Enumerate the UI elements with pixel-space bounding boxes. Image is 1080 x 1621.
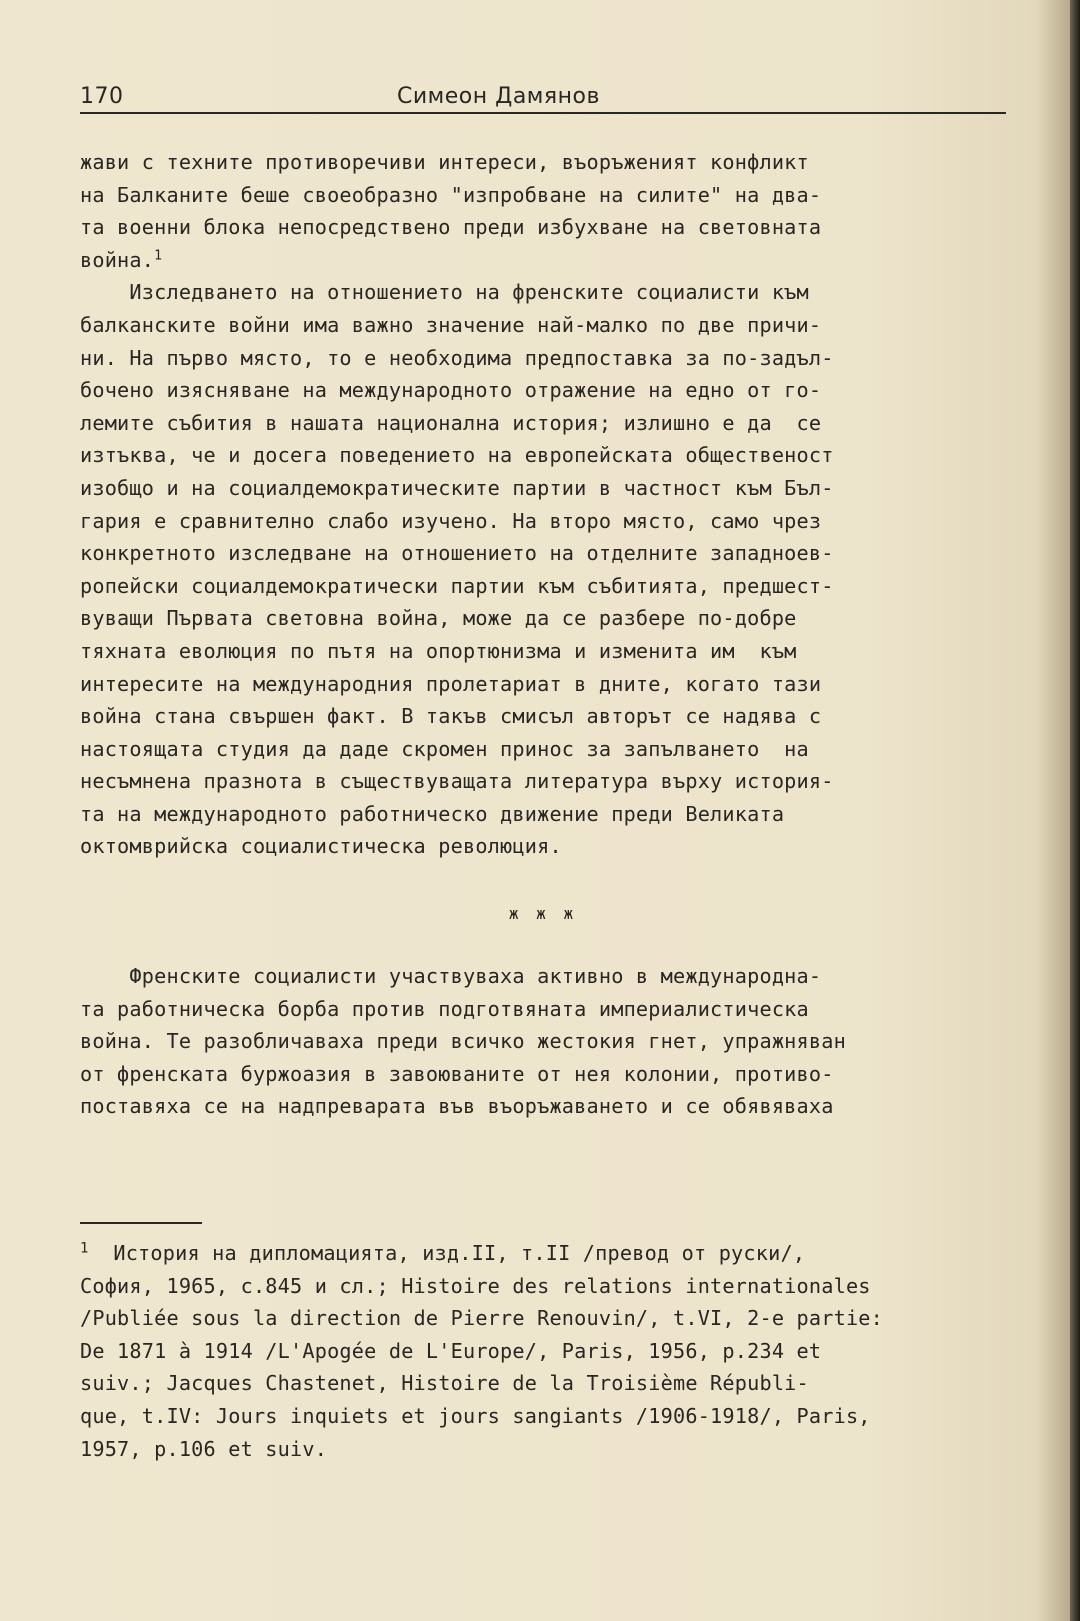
text-line: лемите събития в нашата национална история; излишно е да се [80,410,822,435]
page-header [80,84,1006,114]
footnote-line: que, t.IV: Jours inquiets et jours sangiants /1906-1918/, Paris, [80,1403,871,1428]
footnote-line: suiv.; Jacques Chastenet, Histoire de la Troisième Républi- [80,1371,809,1396]
text-line: поставяха се на надпреварата във въоръжаването и се обявяваха [80,1094,834,1119]
main-text [80,146,1020,863]
running-head-author: Симеон Дамянов [397,84,600,109]
footnote-rule [80,1222,202,1224]
text-line [80,244,1020,277]
footnote-line: София, 1965, с.845 и сл.; Histoire des relations internationales [80,1273,871,1298]
footnote-mark: 1 [80,1240,89,1257]
text-line: тяхната еволюция по пътя на опортюнизма и изменита им към [80,638,797,663]
text-line: гария е сравнително слабо изучено. На второ място, само чрез [80,508,822,533]
text-line: ропейски социалдемократически партии към събитията, предшест- [80,573,834,598]
footnote [80,1237,1020,1465]
text-line: на Балканите беше своеобразно "изпробване на силите" на два- [80,182,822,207]
text-line: ни. На първо място, то е необходима предпоставка за по-задъл- [80,345,834,370]
text-line: Изследването на отношението на френските социалисти към [80,280,809,305]
text-line: жави с техните противоречиви интереси, въоръженият конфликт [80,150,809,174]
main-text-continued [80,960,1020,1123]
text-line: та военни блока непосредствено преди избухване на световната [80,215,822,240]
text-line: та работническа борба против подготвяната империалистическа [80,996,809,1021]
text-line: война. Те разобличаваха преди всичко жестокия гнет, упражняван [80,1029,846,1054]
text-line: балканските войни има важно значение най-малко по две причи- [80,312,822,337]
text-line: война стана свършен факт. В такъв смисъл авторът се надява с [80,704,822,729]
text-line: изтъква, че и досега поведението на европейската общественост [80,443,834,468]
text-line: изобщо и на социалдемократическите партии в частност към Бъл- [80,475,834,500]
text-line: вуващи Първата световна война, може да се разбере по-добре [80,606,797,631]
page-number: 170 [80,84,124,109]
text-line: несъмнена празнота в съществуващата литература върху история- [80,769,834,794]
text-line: от френската буржоазия в завоюваните от нея колонии, противо- [80,1061,834,1086]
text-line: та на международното работническо движение преди Великата [80,801,785,826]
section-separator: ж ж ж [508,904,578,923]
book-spine-shadow [1070,0,1080,1621]
footnote-line: De 1871 à 1914 /L'Apogée de L'Europe/, Paris, 1956, p.234 et [80,1338,822,1363]
text-line-content: война. [80,247,155,272]
footnote-line-content: История на дипломацията, изд.II, т.II /превод от руски/, [88,1241,806,1265]
footnote-line: /Publiée sous la direction de Pierre Renouvin/, t.VI, 2-e partie: [80,1306,884,1331]
footnote-line: 1957, p.106 et suiv. [80,1436,328,1461]
text-line: октомврийска социалистическа революция. [80,834,562,859]
footnote-reference: 1 [154,248,163,264]
text-line: конкретното изследване на отношението на отделните западноев- [80,541,834,566]
text-line: интересите на международния пролетариат в дните, когато тази [80,671,822,696]
text-line: настоящата студия да даде скромен принос за запълването на [80,736,809,761]
footnote-line [80,1237,1020,1270]
text-line: Френските социалисти участвуваха активно в международна- [80,964,822,988]
text-line: бочено изясняване на международното отражение на едно от го- [80,378,822,403]
